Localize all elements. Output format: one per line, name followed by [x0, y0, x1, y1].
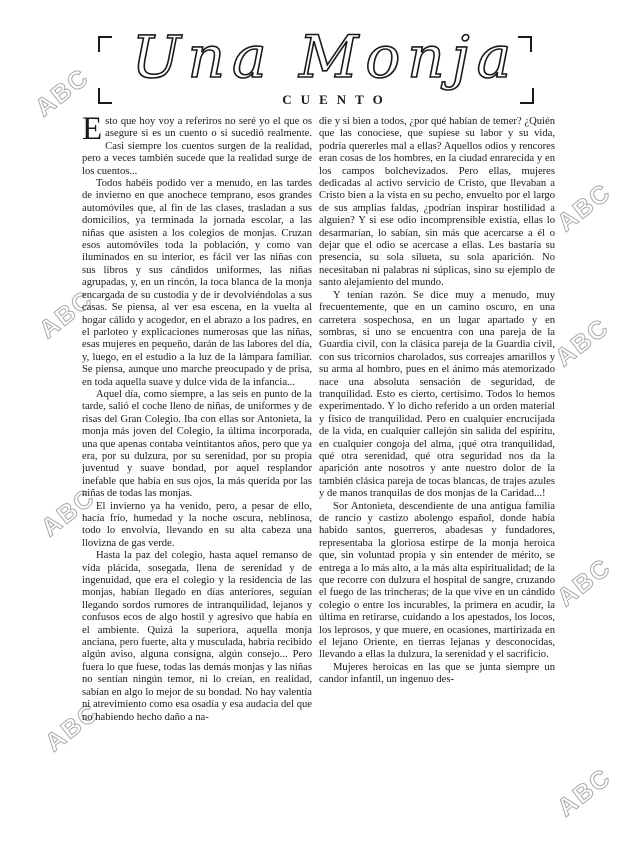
right-column [319, 116, 555, 840]
drop-cap: E [82, 116, 103, 147]
story-subtitle: CUENTO [282, 92, 392, 107]
watermark: ABC [36, 482, 101, 543]
paragraph-opening [82, 116, 312, 178]
paragraph: Y tenían razón. Se dice muy a menudo, muy frecuentemente, que en un camino oscuro, en una carretera sospechosa, en un lugar apartado y en sombras, si uno se encuentra con una pareja de la Guardia civil, con la clásica pareja de la Guardia civil, con sus tricornios charolados, sus correajes amarillos y su arma al hombro, pues en el ánimo más atemorizado nace una absoluta sensación de seguridad, de tranquilidad. Esto es cierto, certísimo. Todos lo hemos experimentado. Y lo dicho referido a un orden material y físico de tranquilidad. Pero en cualquier encrucijada de la vida, en cualquier callejón sin salida del espíritu, en cualquier congoja del alma, ¡qué otra tranquilidad, qué otra serenidad, qué otra seguridad nos da la aparición ante nosotros y ante nuestro dolor de la también clásica pareja de tocas blancas, de trajes azules y de manos tranquilas de dos monjas de la Caridad...! [319, 289, 555, 500]
paragraph: Aquel día, como siempre, a las seis en punto de la tarde, salió el coche lleno de niñas, de uniformes y de risas del Gran Colegio. Iba con ellas sor Antonieta, la monja más joven del Colegio, la última incorporada, una que apenas contaba veintitantos años, pero que ya era, por su dulzura, por su serenidad, por su propia juventud y suave bondad, por aquel resplandor inefable que había en sus ojos, la más querida por las niñas de todas las monjas. [82, 388, 312, 500]
paragraph: Todos habéis podido ver a menudo, en las tardes de invierno en que anochece temprano, esos grandes automóviles que, al fin de las clases, trasladan a sus domicilios, ya terminada la jornada escolar, a las niñas que asisten a los colegios de monjas. Cruzan esos automóviles toda la población, y como van iluminados en su interior, es fácil ver las niñas con sus libros y sus cándidos uniformes, las niñas agrupadas, y, en un rincón, la toca blanca de la monja encargada de su custodia y de ir devolviéndolas a sus casas. Se piensa, al ver esa escena, en la vuelta al hogar cálido y acogedor, en el abrazo a los padres, en el parloteo y explicaciones numerosas que las niñas, esas mujeres en pequeño, darán de las labores del día, y, luego, en el estudio a la luz de la lámpara familiar. Se piensa, aunque uno marche preocupado y de prisa, en toda aquella suave y dulce vida de la infancia... [82, 178, 312, 388]
left-column [82, 116, 312, 840]
paragraph: Hasta la paz del colegio, hasta aquel remanso de vida plácida, sosegada, llena de serenidad y de ingenuidad, que era el colegio y la residencia de las monjas, habían llegado en días anteriores, seguían llegando sordos rumores de intranquilidad, lejanos y confusos ecos de algo hostil y agresivo que había en el ambiente. Quizá la superiora, aquella monja anciana, pero fuerte, alta y musculada, habría recibido algún aviso, alguna consigna, algún consejo... Pero fuera lo que fuese, todas las demás monjas y las niñas no sentían ningún temor, ni lo creían, en realidad, sabían en algo lo mejor de su bondad. No hay valentía ni atrevimiento como esa osadía y esa audacia del que no habiendo hecho daño a na- [82, 550, 312, 723]
watermark: ABC [30, 62, 95, 123]
watermark: ABC [552, 762, 617, 823]
watermark: ABC [550, 312, 615, 373]
watermark: ABC [552, 177, 617, 238]
story-title: Una Monja [131, 23, 519, 91]
title-bracket-top-left [98, 36, 112, 52]
paragraph-text: sto que hoy voy a referiros no seré yo el que os asegure si es un cuento o si sucedió realmente. Casi siempre los cuentos surgen de la realidad, pero a veces también sucede que la realidad surge de los cuentos... [82, 116, 312, 177]
watermark: ABC [552, 552, 617, 613]
title-bracket-bottom-left [98, 88, 112, 104]
paragraph-continuation: die y si bien a todos, ¿por qué habían de temer? ¿Quién que las conociese, que supiese su labor y su vida, podría quererles mal a ellas? Aquellos odios y rencores eran cosas de los hombres, en la ciudad enrarecida y en los campos bolchevizados. Pero ellas, mujeres dedicadas al activo servicio de Cristo, que llevaban a Cristo bien a la vista en su pecho, envuelto por el largo de sus amplias faldas, ¿podrían inspirar hostilidad a alguien? Y si ese odio incomprensible existía, ellas lo desarmarían, lo sabían, sin más que acercarse a él o dejar que el odio se acercase a ellas. Les bastaría su presencia, su sola silueta, su sola aparición. No necesitaban ni palabras ni súplicas, sino su ejemplo de santo alejamiento del mundo. [319, 116, 555, 289]
paragraph: Mujeres heroicas en las que se junta siempre un candor infantil, un ingenuo des- [319, 661, 555, 686]
watermark: ABC [40, 697, 105, 758]
paragraph: Sor Antonieta, descendiente de una antigua familia de rancio y castizo abolengo español, donde había habido santos, guerreros, abadesas y fundadores, representaba la gloriosa estirpe de la monja heroica que, sin voluntad propia y sin entender de mérito, se entrega a lo más alto, a la más alta espiritualidad; de la que recorre con dulzura el hospital de sangre, cruzando el fuego de las trincheras; de la que vive en un cándido colegio o entre los incurables, la primera en acudir, la última en retirarse, cuidando a los apestados, los locos, los leprosos, y que muere, en ocasiones, martirizada en el lejano Oriente, en tierras lejanas y desconocidas, llevando a ellas la dulzura, la serenidad y el sacrificio. [319, 500, 555, 661]
watermark: ABC [34, 284, 99, 345]
paragraph: El invierno ya ha venido, pero, a pesar de ello, hacía frío, humedad y la noche oscura, neblinosa, todo lo envolvía, llevando en su alta cabeza una llovizna de gas verde. [82, 500, 312, 549]
